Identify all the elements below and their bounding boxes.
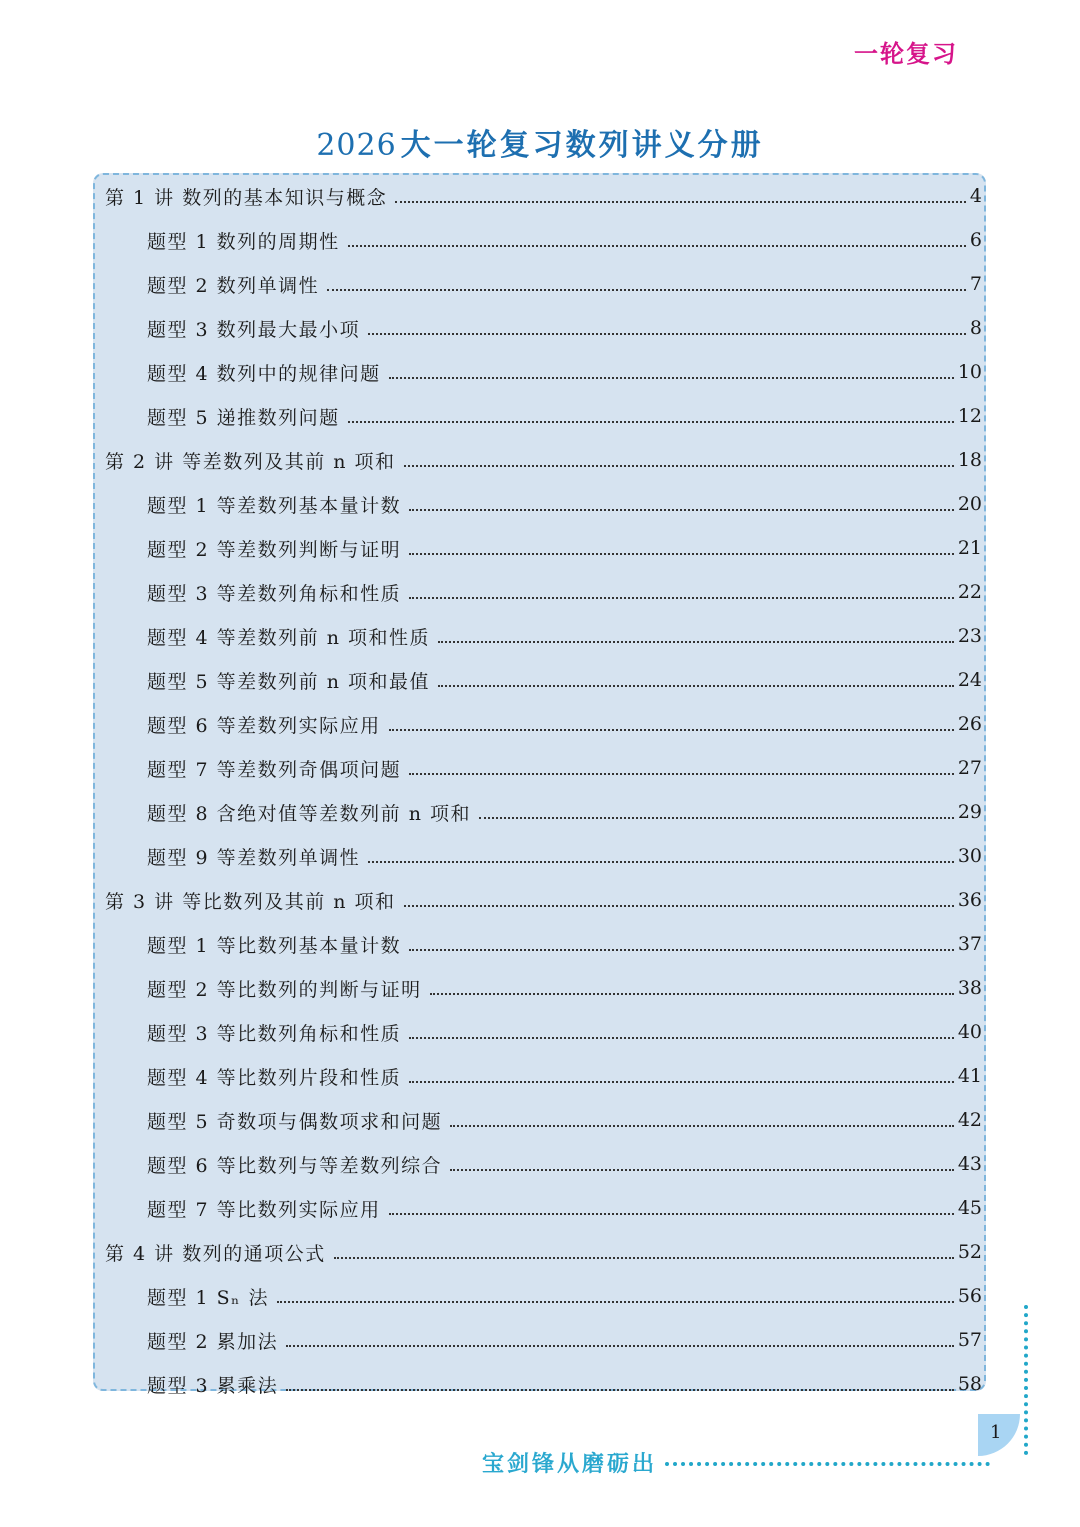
toc-entry-page: 23 (957, 625, 982, 647)
toc-entry-label: 题型 2 等差数列判断与证明 (147, 538, 402, 561)
toc-entry-page: 42 (957, 1109, 982, 1131)
toc-leader-dots (327, 277, 966, 291)
title-main: 大一轮复习数列讲义分册 (400, 128, 764, 163)
toc-leader-dots (450, 1113, 954, 1127)
toc-leader-dots (409, 585, 954, 599)
toc-entry-page: 7 (969, 273, 982, 295)
toc-entry-label: 题型 4 等差数列前 n 项和性质 (147, 626, 430, 649)
toc-entry-label: 题型 2 等比数列的判断与证明 (147, 978, 422, 1001)
toc-section-entry[interactable] (147, 262, 982, 306)
toc-entry-label: 题型 7 等差数列奇偶项问题 (147, 758, 402, 781)
toc-leader-dots (409, 761, 954, 775)
toc-section-entry[interactable] (147, 526, 982, 570)
toc-lecture-entry[interactable] (105, 174, 982, 218)
toc-leader-dots (404, 893, 954, 907)
toc-entry-page: 22 (957, 581, 982, 603)
toc-entry-label: 第 3 讲 等比数列及其前 n 项和 (105, 890, 396, 913)
toc-entry-label: 题型 5 等差数列前 n 项和最值 (147, 670, 430, 693)
toc-section-entry[interactable] (147, 1054, 982, 1098)
toc-entry-page: 21 (957, 537, 982, 559)
toc-entry-page: 26 (957, 713, 982, 735)
toc-section-entry[interactable] (147, 834, 982, 878)
toc-section-entry[interactable] (147, 1098, 982, 1142)
toc-entry-page: 38 (957, 977, 982, 999)
toc-lecture-entry[interactable] (105, 1230, 982, 1274)
toc-leader-dots (409, 1069, 954, 1083)
toc-entry-label: 题型 3 等差数列角标和性质 (147, 582, 402, 605)
toc-entry-label: 题型 4 等比数列片段和性质 (147, 1066, 402, 1089)
toc-section-entry[interactable] (147, 1362, 982, 1406)
toc-leader-dots (395, 189, 966, 203)
toc-entry-page: 4 (969, 185, 982, 207)
toc-entry-label: 第 1 讲 数列的基本知识与概念 (105, 186, 388, 209)
toc-leader-dots (368, 849, 954, 863)
toc-entry-label: 题型 1 数列的周期性 (147, 230, 340, 253)
toc-section-entry[interactable] (147, 790, 982, 834)
toc-section-entry[interactable] (147, 1010, 982, 1054)
title-year: 2026 (316, 128, 397, 163)
toc-entry-label: 第 2 讲 等差数列及其前 n 项和 (105, 450, 396, 473)
toc-section-entry[interactable] (147, 1186, 982, 1230)
toc-section-entry[interactable] (147, 1274, 982, 1318)
toc-leader-dots (409, 937, 954, 951)
toc-leader-dots (389, 1201, 954, 1215)
toc-leader-dots (389, 365, 954, 379)
toc-entry-page: 8 (969, 317, 982, 339)
toc-section-entry[interactable] (147, 1142, 982, 1186)
toc-entry-page: 6 (969, 229, 982, 251)
toc-leader-dots (348, 409, 954, 423)
toc-entry-label: 题型 3 累乘法 (147, 1374, 279, 1397)
toc-section-entry[interactable] (147, 746, 982, 790)
toc-entry-label: 题型 5 递推数列问题 (147, 406, 340, 429)
footer-motto: 宝剑锋从磨砺出 (482, 1452, 658, 1477)
toc-section-entry[interactable] (147, 306, 982, 350)
toc-section-entry[interactable] (147, 394, 982, 438)
page-number: 1 (990, 1422, 1002, 1443)
footer-dotted-line (665, 1462, 990, 1466)
toc-leader-dots (334, 1245, 954, 1259)
toc-section-entry[interactable] (147, 614, 982, 658)
toc-section-entry[interactable] (147, 218, 982, 262)
toc-leader-dots (438, 629, 954, 643)
table-of-contents (93, 173, 986, 1397)
toc-entry-page: 29 (957, 801, 982, 823)
toc-entry-page: 24 (957, 669, 982, 691)
toc-entry-label: 题型 9 等差数列单调性 (147, 846, 361, 869)
toc-section-entry[interactable] (147, 922, 982, 966)
toc-entry-label: 题型 2 累加法 (147, 1330, 279, 1353)
toc-entry-label: 题型 3 数列最大最小项 (147, 318, 361, 341)
toc-entry-label: 第 4 讲 数列的通项公式 (105, 1242, 326, 1265)
toc-entry-label: 题型 3 等比数列角标和性质 (147, 1022, 402, 1045)
toc-entry-label: 题型 5 奇数项与偶数项求和问题 (147, 1110, 443, 1133)
toc-entry-label: 题型 6 等比数列与等差数列综合 (147, 1154, 443, 1177)
toc-lecture-entry[interactable] (105, 878, 982, 922)
toc-entry-page: 58 (957, 1373, 982, 1395)
toc-leader-dots (409, 497, 954, 511)
toc-leader-dots (438, 673, 954, 687)
toc-section-entry[interactable] (147, 1318, 982, 1362)
toc-entry-page: 52 (957, 1241, 982, 1263)
toc-entry-page: 45 (957, 1197, 982, 1219)
toc-leader-dots (479, 805, 954, 819)
toc-section-entry[interactable] (147, 570, 982, 614)
toc-leader-dots (404, 453, 954, 467)
toc-entry-page: 30 (957, 845, 982, 867)
toc-section-entry[interactable] (147, 482, 982, 526)
toc-entry-page: 56 (957, 1285, 982, 1307)
toc-section-entry[interactable] (147, 702, 982, 746)
toc-entry-page: 18 (957, 449, 982, 471)
toc-entry-label: 题型 1 等比数列基本量计数 (147, 934, 402, 957)
toc-leader-dots (450, 1157, 954, 1171)
toc-leader-dots (430, 981, 954, 995)
toc-entry-page: 57 (957, 1329, 982, 1351)
toc-leader-dots (348, 233, 966, 247)
toc-entry-label: 题型 6 等差数列实际应用 (147, 714, 381, 737)
toc-entry-page: 43 (957, 1153, 982, 1175)
toc-entry-page: 36 (957, 889, 982, 911)
toc-entry-page: 40 (957, 1021, 982, 1043)
toc-section-entry[interactable] (147, 658, 982, 702)
toc-entry-label: 题型 2 数列单调性 (147, 274, 320, 297)
decorative-dotted-line (1024, 1305, 1028, 1455)
toc-entry-label: 题型 7 等比数列实际应用 (147, 1198, 381, 1221)
toc-leader-dots (409, 1025, 954, 1039)
toc-entry-page: 27 (957, 757, 982, 779)
toc-entry-page: 12 (957, 405, 982, 427)
toc-leader-dots (409, 541, 954, 555)
corner-section-label: 一轮复习 (854, 40, 958, 68)
toc-leader-dots (389, 717, 954, 731)
document-title (0, 120, 1080, 164)
toc-entry-page: 41 (957, 1065, 982, 1087)
toc-entry-label: 题型 4 数列中的规律问题 (147, 362, 381, 385)
toc-entry-page: 37 (957, 933, 982, 955)
toc-leader-dots (368, 321, 966, 335)
toc-entry-label: 题型 1 等差数列基本量计数 (147, 494, 402, 517)
toc-entry-label: 题型 8 含绝对值等差数列前 n 项和 (147, 802, 471, 825)
toc-entry-label: 题型 1 Sₙ 法 (147, 1286, 269, 1309)
toc-lecture-entry[interactable] (105, 438, 982, 482)
toc-leader-dots (286, 1377, 954, 1391)
toc-entry-page: 10 (957, 361, 982, 383)
toc-section-entry[interactable] (147, 350, 982, 394)
toc-leader-dots (286, 1333, 954, 1347)
toc-section-entry[interactable] (147, 966, 982, 1010)
toc-entry-page: 20 (957, 493, 982, 515)
toc-leader-dots (277, 1289, 954, 1303)
